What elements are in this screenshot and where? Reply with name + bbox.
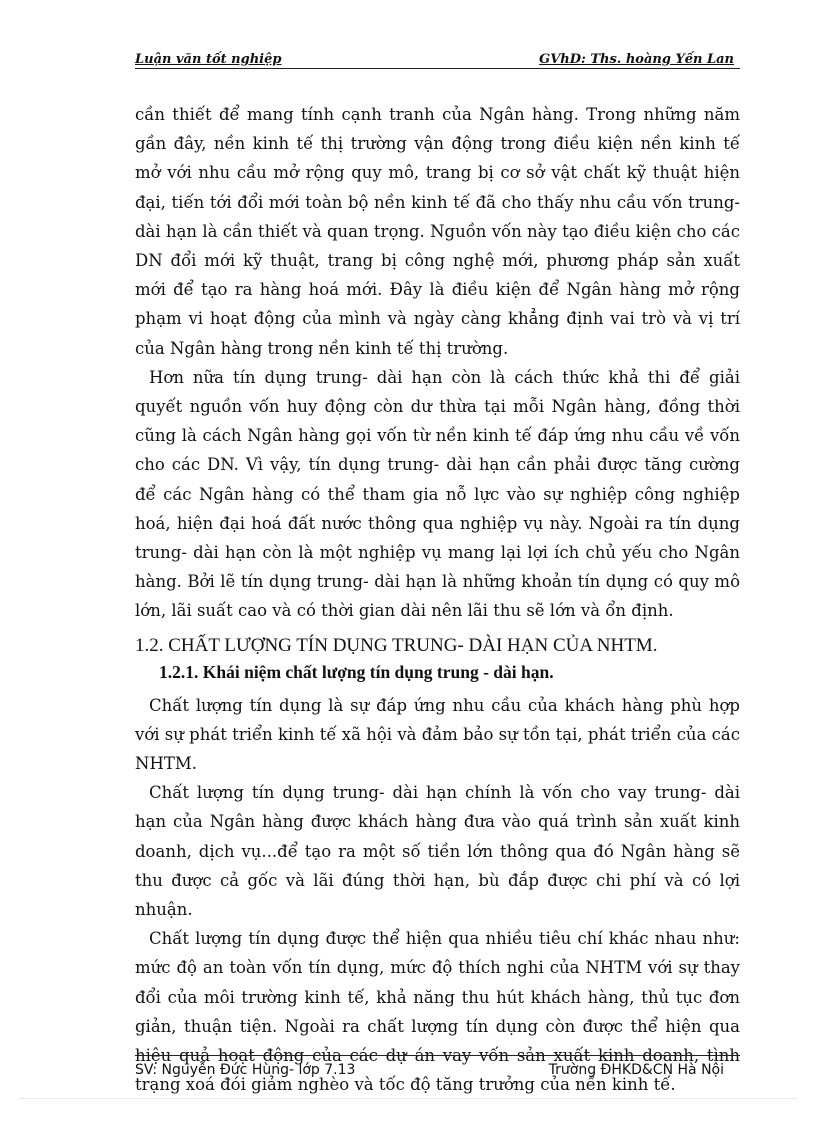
paragraph-2: Hơn nữa tín dụng trung- dài hạn còn là cách thức khả thi để giải quyết nguồn vốn huy động còn dư thừa tại mỗi Ngân hàng, đồng thời cũng là cách Ngân hàng gọi vốn từ nền kinh tế đáp ứng nhu cầu về vốn cho các DN. Vì vậy, tín dụng trung- dài hạn cần phải được tăng cường để các Ngân hàng có thể tham gia nỗ lực vào sự nghiệp công nghiệp hoá, hiện đại hoá đất nước thông qua nghiệp vụ này. Ngoài ra tín dụng trung- dài hạn còn là một nghiệp vụ mang lại lợi ích chủ yếu cho Ngân hàng. Bởi lẽ tín dụng trung- dài hạn là những khoản tín dụng có quy mô lớn, lãi suất cao và có thời gian dài nên lãi thu sẽ lớn và ổn định.	[135, 367, 740, 621]
document-body	[135, 100, 740, 1100]
page-divider	[20, 1098, 796, 1099]
paragraph-4: Chất lượng tín dụng trung- dài hạn chính là vốn cho vay trung- dài hạn của Ngân hàng được khách hàng đưa vào quá trình sản xuất kinh doanh, dịch vụ...để tạo ra một số tiền lớn thông qua đó Ngân hàng sẽ thu được cả gốc và lãi đúng thời hạn, bù đắp được chi phí và có lợi nhuận.	[135, 783, 740, 920]
header-supervisor: GVhD: Ths. hoàng Yến Lan	[539, 52, 734, 67]
header-thesis-label: Luận văn tốt nghiệp	[135, 52, 282, 67]
footer-school: Trường ĐHKD&CN Hà Nội	[548, 1062, 724, 1078]
page-header	[135, 50, 740, 69]
paragraph-3: Chất lượng tín dụng là sự đáp ứng nhu cầu của khách hàng phù hợp với sự phát triển kinh tế xã hội và đảm bảo sự tồn tại, phát triển của các NHTM.	[135, 695, 740, 774]
page-footer	[135, 1055, 740, 1078]
paragraph-5: Chất lượng tín dụng được thể hiện qua nhiều tiêu chí khác nhau như: mức độ an toàn vốn tín dụng, mức độ thích nghi của NHTM với sự thay đổi của môi trường kinh tế, khả năng thu hút khách hàng, thủ tục đơn giản, thuận tiện. Ngoài ra chất lượng tín dụng còn được thể hiện qua hiệu quả hoạt động của các dự án vay vốn sản xuất kinh doanh, tình trạng xoá đói giảm nghèo và tốc độ tăng trưởng của nền kinh tế.	[135, 929, 740, 1095]
section-heading: 1.2. CHẤT LƯỢNG TÍN DỤNG TRUNG- DÀI HẠN CỦA NHTM.	[135, 634, 658, 656]
paragraph-1: cần thiết để mang tính cạnh tranh của Ngân hàng. Trong những năm gần đây, nền kinh tế thị trường vận động trong điều kiện nền kinh tế mở với nhu cầu mở rộng quy mô, trang bị cơ sở vật chất kỹ thuật hiện đại, tiến tới đổi mới toàn bộ nền kinh tế đã cho thấy nhu cầu vốn trung- dài hạn là cần thiết và quan trọng. Nguồn vốn này tạo điều kiện cho các DN đổi mới kỹ thuật, trang bị công nghệ mới, phương pháp sản xuất mới để tạo ra hàng hoá mới. Đây là điều kiện để Ngân hàng mở rộng phạm vi hoạt động của mình và ngày càng khẳng định vai trò và vị trí của Ngân hàng trong nền kinh tế thị trường.	[135, 105, 740, 358]
footer-student: SV: Nguyễn Đức Hùng- lớp 7.13	[135, 1062, 356, 1078]
subsection-heading: 1.2.1. Khái niệm chất lượng tín dụng trung - dài hạn.	[159, 661, 554, 682]
